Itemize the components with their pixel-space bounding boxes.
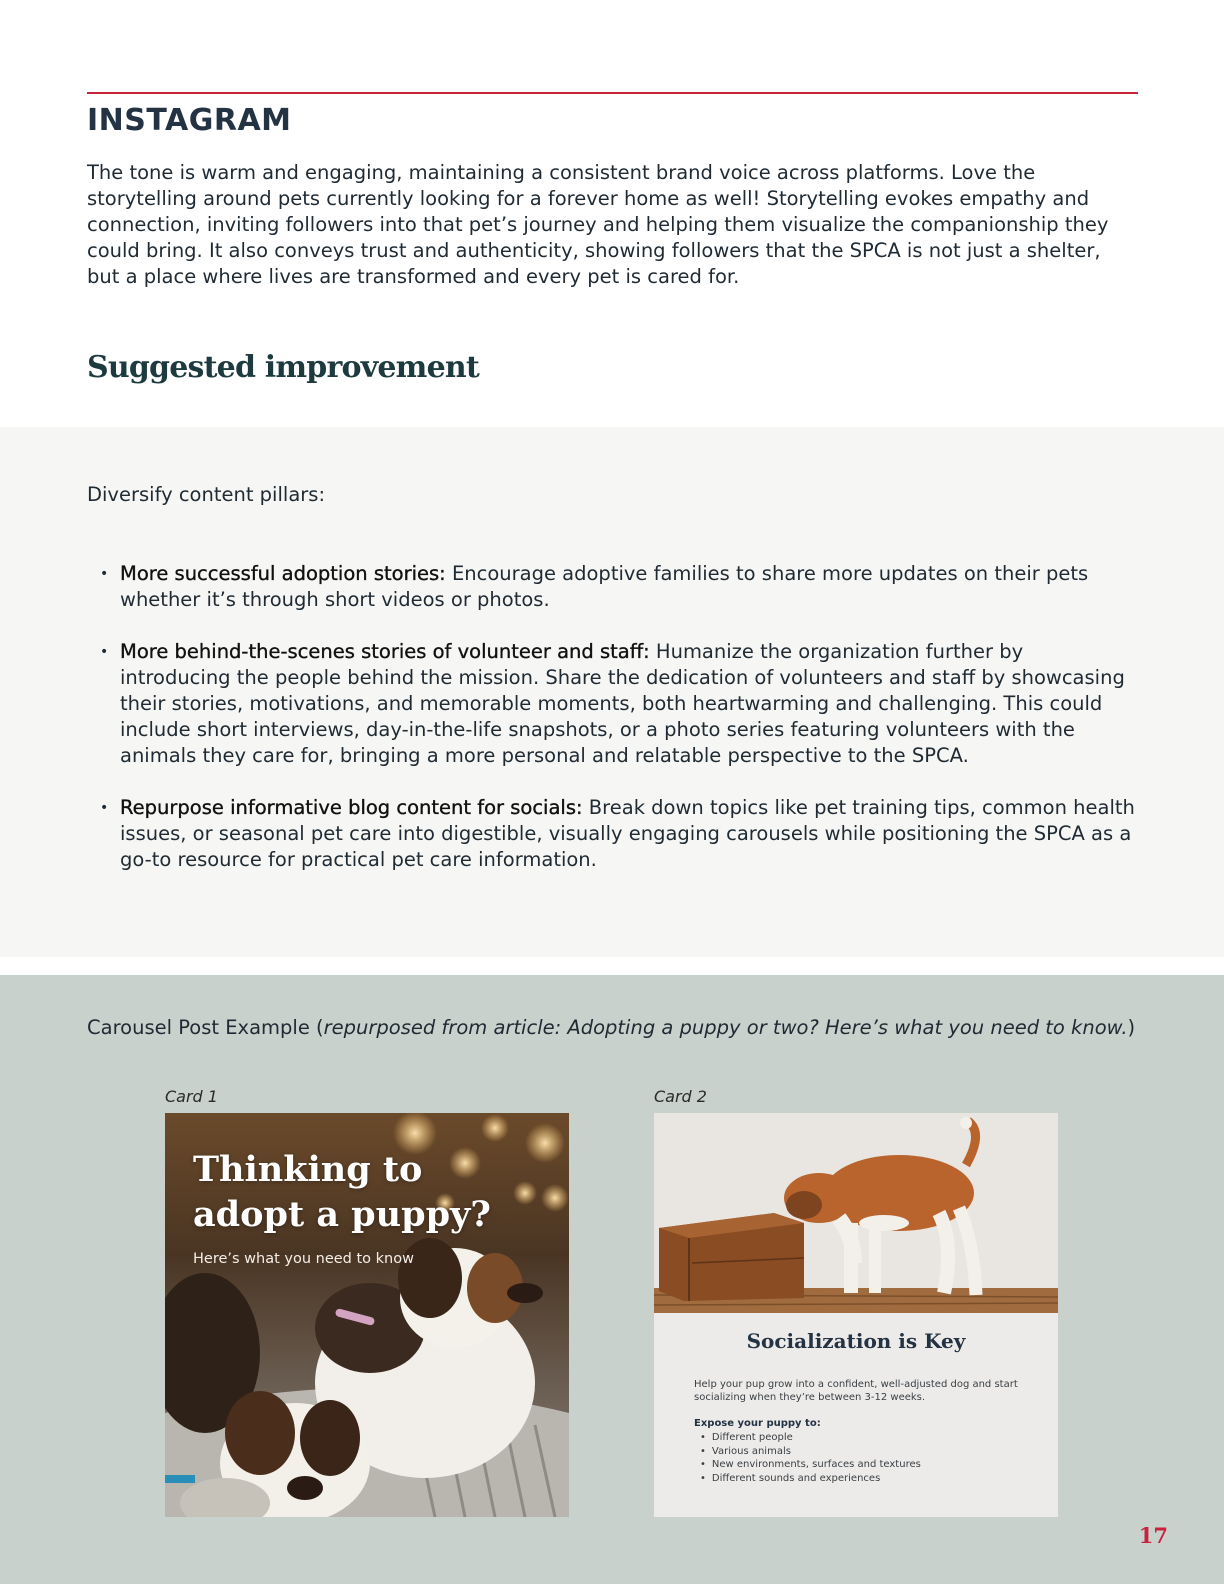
improvement-panel (0, 427, 1224, 957)
card-2-title: Socialization is Key (746, 1329, 966, 1353)
card-1-subtitle: Here’s what you need to know (193, 1251, 414, 1267)
pillar-text: Break down topics like pet training tips, common health issues, or seasonal pet care into digestible, visually engaging carousels while positioning the SPCA as a go-to resource for practical pet care information. (120, 796, 1135, 871)
caption-article-title: repurposed from article: Adopting a puppy or two? Here’s what you need to know. (323, 1016, 1128, 1039)
list-item (87, 639, 1137, 769)
pillar-title: More behind-the-scenes stories of volunteer and staff: (120, 640, 650, 663)
carousel-caption (87, 1016, 1135, 1039)
section-heading: INSTAGRAM (87, 103, 292, 138)
list-item: • Different people (700, 1431, 921, 1445)
page-number: 17 (1138, 1523, 1168, 1548)
card-2-body: Help your pup grow into a confident, well-adjusted dog and start socializing when they’re between 3-12 weeks. (694, 1379, 1018, 1403)
carousel-card-2 (654, 1113, 1058, 1517)
list-item: • New environments, surfaces and textures (700, 1458, 921, 1472)
dog-box-photo (654, 1113, 1058, 1313)
card-1-title: Thinking to adopt a puppy? (193, 1149, 491, 1235)
list-item: • Different sounds and experiences (700, 1472, 921, 1486)
pillar-text: Humanize the organization further by introducing the people behind the mission. Share the dedication of volunteers and staff by showcasing their stories, motivations, and memorable moments, both heartwarming and challenging. This could include short interviews, day-in-the-life snapshots, or a photo series featuring volunteers with the animals they care for, bringing a more personal and relatable perspective to the SPCA. (120, 640, 1125, 767)
caption-suffix: ) (1127, 1016, 1136, 1039)
carousel-card-1 (165, 1113, 569, 1517)
list-item (87, 795, 1137, 873)
caption-prefix: Carousel Post Example ( (87, 1016, 324, 1039)
bullet-icon: • (100, 644, 109, 660)
pillar-title: More successful adoption stories: (120, 562, 446, 585)
card-2-label: Card 2 (654, 1087, 707, 1106)
card-1-label: Card 1 (165, 1087, 218, 1106)
suggested-improvement-heading: Suggested improvement (87, 350, 479, 385)
card-2-expose-list (700, 1431, 921, 1485)
list-item: • Various animals (700, 1445, 921, 1459)
card-2-expose-heading: Expose your puppy to: (694, 1418, 821, 1429)
section-divider (87, 92, 1138, 94)
intro-paragraph: The tone is warm and engaging, maintaining a consistent brand voice across platforms. Love the storytelling around pets currently looking for a forever home as well! Storytelling evokes empathy and connection, inviting followers into that pet’s journey and helping them visualize the companionship they could bring. It also conveys trust and authenticity, showing followers that the SPCA is not just a shelter, but a place where lives are transformed and every pet is cared for. (87, 161, 1109, 288)
carousel-example-panel (0, 975, 1224, 1584)
list-item (87, 561, 1137, 613)
content-pillar-list (87, 561, 1137, 899)
bullet-icon: • (100, 566, 109, 582)
bullet-icon: • (100, 800, 109, 816)
content-pillars-lead: Diversify content pillars: (87, 483, 326, 506)
pillar-title: Repurpose informative blog content for socials: (120, 796, 583, 819)
pillar-text: Encourage adoptive families to share more updates on their pets whether it’s through short videos or photos. (120, 562, 1089, 611)
